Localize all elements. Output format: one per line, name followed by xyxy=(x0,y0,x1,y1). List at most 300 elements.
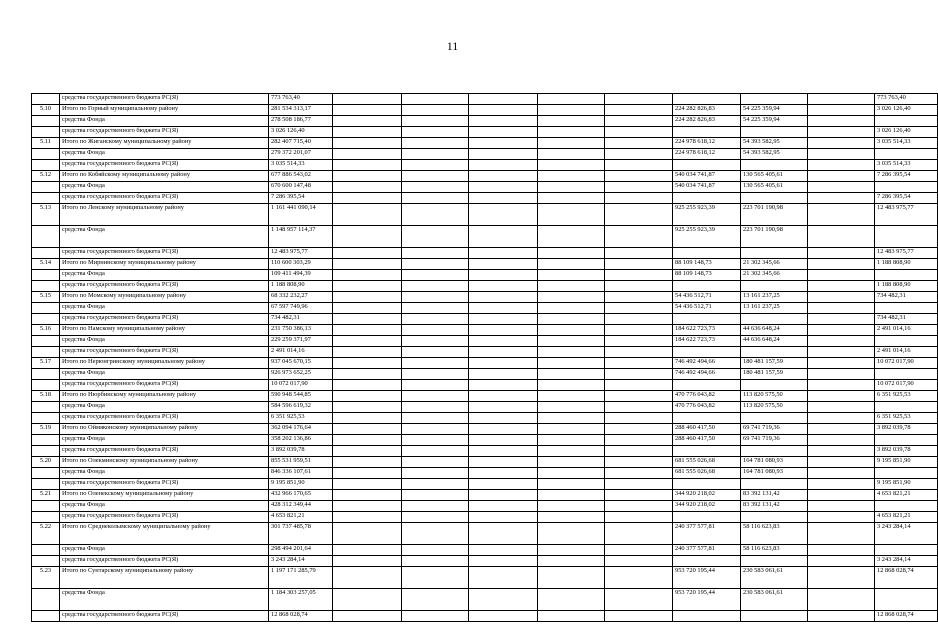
empty-cell xyxy=(333,457,402,468)
empty-cell xyxy=(333,336,402,347)
row-fund-amount: 54 436 512,71 xyxy=(673,292,741,303)
row-name: Итого по Олекминскому муниципальному району xyxy=(60,457,269,468)
row-name: средства государственного бюджета РС(Я) xyxy=(60,248,269,259)
empty-cell xyxy=(333,281,402,292)
row-name: Итого по Сунтарскому муниципальному району xyxy=(60,567,269,589)
empty-cell xyxy=(808,259,875,270)
row-name: Итого по Оленекскому муниципальному району xyxy=(60,490,269,501)
empty-cell xyxy=(605,325,673,336)
empty-cell xyxy=(808,171,875,182)
empty-cell xyxy=(538,336,605,347)
empty-cell xyxy=(333,589,402,611)
empty-cell xyxy=(333,556,402,567)
row-fund-amount: 344 920 218,02 xyxy=(673,490,741,501)
row-total: 1 148 957 114,37 xyxy=(269,226,333,248)
row-name: средства Фонда xyxy=(60,501,269,512)
table-row xyxy=(32,336,938,347)
row-state-budget-amount: 734 482,31 xyxy=(875,292,938,303)
row-cofinance-amount xyxy=(741,127,808,138)
empty-cell xyxy=(538,556,605,567)
row-name: средства Фонда xyxy=(60,116,269,127)
empty-cell xyxy=(402,303,469,314)
row-name: средства государственного бюджета РС(Я) xyxy=(60,556,269,567)
row-state-budget-amount: 10 072 017,90 xyxy=(875,358,938,369)
row-cofinance-amount xyxy=(741,248,808,259)
empty-cell xyxy=(808,347,875,358)
row-fund-amount: 470 776 043,82 xyxy=(673,391,741,402)
empty-cell xyxy=(402,270,469,281)
empty-cell xyxy=(402,523,469,545)
table-row xyxy=(32,270,938,281)
empty-cell xyxy=(333,501,402,512)
row-state-budget-amount: 3 026 126,40 xyxy=(875,127,938,138)
empty-cell xyxy=(538,116,605,127)
row-state-budget-amount: 3 035 514,33 xyxy=(875,160,938,171)
row-total: 1 161 441 090,14 xyxy=(269,204,333,226)
row-state-budget-amount: 1 188 808,90 xyxy=(875,259,938,270)
row-fund-amount xyxy=(673,347,741,358)
empty-cell xyxy=(808,358,875,369)
empty-cell xyxy=(402,589,469,611)
empty-cell xyxy=(808,182,875,193)
empty-cell xyxy=(605,611,673,622)
empty-cell xyxy=(333,402,402,413)
row-cofinance-amount: 164 781 080,93 xyxy=(741,468,808,479)
row-total: 278 508 186,77 xyxy=(269,116,333,127)
row-cofinance-amount: 58 116 623,83 xyxy=(741,545,808,556)
row-cofinance-amount: 230 583 061,61 xyxy=(741,589,808,611)
row-fund-amount: 953 720 195,44 xyxy=(673,567,741,589)
row-state-budget-amount xyxy=(875,270,938,281)
empty-cell xyxy=(538,314,605,325)
row-state-budget-amount: 7 286 395,54 xyxy=(875,193,938,204)
row-number: 5.15 xyxy=(32,292,60,303)
empty-cell xyxy=(605,292,673,303)
empty-cell xyxy=(469,457,538,468)
row-cofinance-amount: 130 565 405,61 xyxy=(741,182,808,193)
empty-cell xyxy=(333,512,402,523)
row-name: средства Фонда xyxy=(60,226,269,248)
empty-cell xyxy=(333,292,402,303)
empty-cell xyxy=(469,259,538,270)
row-state-budget-amount: 9 195 851,90 xyxy=(875,457,938,468)
empty-cell xyxy=(402,336,469,347)
empty-cell xyxy=(538,391,605,402)
table-row xyxy=(32,369,938,380)
empty-cell xyxy=(808,336,875,347)
empty-cell xyxy=(402,413,469,424)
row-name: средства государственного бюджета РС(Я) xyxy=(60,193,269,204)
row-number xyxy=(32,468,60,479)
empty-cell xyxy=(808,160,875,171)
table-row xyxy=(32,435,938,446)
empty-cell xyxy=(402,127,469,138)
empty-cell xyxy=(808,116,875,127)
empty-cell xyxy=(808,226,875,248)
row-name: средства государственного бюджета РС(Я) xyxy=(60,347,269,358)
empty-cell xyxy=(469,446,538,457)
row-fund-amount xyxy=(673,512,741,523)
table-row xyxy=(32,556,938,567)
empty-cell xyxy=(333,138,402,149)
row-fund-amount: 224 282 826,83 xyxy=(673,105,741,116)
empty-cell xyxy=(808,127,875,138)
row-fund-amount xyxy=(673,127,741,138)
row-total: 428 312 349,44 xyxy=(269,501,333,512)
table-row xyxy=(32,94,938,105)
empty-cell xyxy=(605,204,673,226)
empty-cell xyxy=(605,402,673,413)
empty-cell xyxy=(605,116,673,127)
empty-cell xyxy=(538,567,605,589)
empty-cell xyxy=(605,490,673,501)
row-fund-amount: 470 776 043,82 xyxy=(673,402,741,413)
row-fund-amount xyxy=(673,479,741,490)
table-row xyxy=(32,358,938,369)
empty-cell xyxy=(402,567,469,589)
empty-cell xyxy=(402,138,469,149)
row-number: 5.11 xyxy=(32,138,60,149)
empty-cell xyxy=(469,226,538,248)
empty-cell xyxy=(538,149,605,160)
row-cofinance-amount xyxy=(741,314,808,325)
row-fund-amount: 224 282 826,83 xyxy=(673,116,741,127)
empty-cell xyxy=(538,589,605,611)
empty-cell xyxy=(605,248,673,259)
table-row xyxy=(32,226,938,248)
empty-cell xyxy=(538,380,605,391)
row-cofinance-amount xyxy=(741,347,808,358)
empty-cell xyxy=(402,512,469,523)
row-fund-amount: 184 622 723,73 xyxy=(673,336,741,347)
row-state-budget-amount: 3 026 126,40 xyxy=(875,105,938,116)
empty-cell xyxy=(333,204,402,226)
empty-cell xyxy=(538,501,605,512)
empty-cell xyxy=(402,204,469,226)
empty-cell xyxy=(469,303,538,314)
row-state-budget-amount: 10 072 017,90 xyxy=(875,380,938,391)
table-row xyxy=(32,545,938,556)
empty-cell xyxy=(808,314,875,325)
row-total: 3 026 126,40 xyxy=(269,127,333,138)
row-name: средства государственного бюджета РС(Я) xyxy=(60,380,269,391)
empty-cell xyxy=(402,358,469,369)
empty-cell xyxy=(808,380,875,391)
row-fund-amount: 240 377 577,81 xyxy=(673,523,741,545)
row-total: 6 351 925,53 xyxy=(269,413,333,424)
empty-cell xyxy=(808,105,875,116)
empty-cell xyxy=(808,556,875,567)
empty-cell xyxy=(538,171,605,182)
table-row xyxy=(32,611,938,622)
row-total: 67 597 749,96 xyxy=(269,303,333,314)
row-number xyxy=(32,501,60,512)
row-number xyxy=(32,182,60,193)
empty-cell xyxy=(605,193,673,204)
table-row xyxy=(32,248,938,259)
row-name: средства Фонда xyxy=(60,589,269,611)
empty-cell xyxy=(333,127,402,138)
empty-cell xyxy=(402,556,469,567)
empty-cell xyxy=(605,457,673,468)
row-total: 9 195 851,90 xyxy=(269,479,333,490)
row-name: средства государственного бюджета РС(Я) xyxy=(60,127,269,138)
row-name: Итого по Кобяйскому муниципальному району xyxy=(60,171,269,182)
table-row xyxy=(32,204,938,226)
row-total: 677 886 543,02 xyxy=(269,171,333,182)
row-total: 12 868 028,74 xyxy=(269,611,333,622)
empty-cell xyxy=(469,347,538,358)
row-name: средства Фонда xyxy=(60,336,269,347)
row-number xyxy=(32,226,60,248)
empty-cell xyxy=(469,105,538,116)
row-state-budget-amount xyxy=(875,435,938,446)
empty-cell xyxy=(538,281,605,292)
table-row xyxy=(32,490,938,501)
empty-cell xyxy=(469,325,538,336)
empty-cell xyxy=(333,160,402,171)
table-row xyxy=(32,160,938,171)
empty-cell xyxy=(605,589,673,611)
row-fund-amount: 540 034 741,87 xyxy=(673,171,741,182)
row-state-budget-amount: 2 491 014,16 xyxy=(875,347,938,358)
empty-cell xyxy=(402,116,469,127)
empty-cell xyxy=(402,424,469,435)
empty-cell xyxy=(402,149,469,160)
table-row xyxy=(32,567,938,589)
table-row xyxy=(32,281,938,292)
empty-cell xyxy=(469,193,538,204)
empty-cell xyxy=(469,402,538,413)
empty-cell xyxy=(605,303,673,314)
row-number xyxy=(32,127,60,138)
page-number: 11 xyxy=(446,39,459,53)
empty-cell xyxy=(469,160,538,171)
empty-cell xyxy=(808,193,875,204)
row-fund-amount: 288 460 417,50 xyxy=(673,435,741,446)
row-number: 5.10 xyxy=(32,105,60,116)
empty-cell xyxy=(605,567,673,589)
empty-cell xyxy=(402,281,469,292)
row-name: средства государственного бюджета РС(Я) xyxy=(60,281,269,292)
row-number xyxy=(32,446,60,457)
empty-cell xyxy=(538,325,605,336)
empty-cell xyxy=(808,149,875,160)
row-cofinance-amount xyxy=(741,556,808,567)
row-cofinance-amount: 44 636 648,24 xyxy=(741,325,808,336)
row-name: средства Фонда xyxy=(60,435,269,446)
empty-cell xyxy=(538,182,605,193)
empty-cell xyxy=(333,358,402,369)
empty-cell xyxy=(402,182,469,193)
row-cofinance-amount: 83 392 131,42 xyxy=(741,490,808,501)
empty-cell xyxy=(469,292,538,303)
empty-cell xyxy=(402,446,469,457)
table-row xyxy=(32,457,938,468)
row-fund-amount: 288 460 417,50 xyxy=(673,424,741,435)
row-name: средства государственного бюджета РС(Я) xyxy=(60,314,269,325)
row-total: 432 966 170,65 xyxy=(269,490,333,501)
empty-cell xyxy=(333,468,402,479)
row-name: средства государственного бюджета РС(Я) xyxy=(60,512,269,523)
empty-cell xyxy=(333,523,402,545)
empty-cell xyxy=(333,380,402,391)
empty-cell xyxy=(469,468,538,479)
row-total: 1 184 303 257,05 xyxy=(269,589,333,611)
row-number xyxy=(32,413,60,424)
row-state-budget-amount xyxy=(875,369,938,380)
empty-cell xyxy=(469,589,538,611)
empty-cell xyxy=(538,248,605,259)
row-cofinance-amount: 83 392 131,42 xyxy=(741,501,808,512)
row-fund-amount: 540 034 741,87 xyxy=(673,182,741,193)
row-name: средства Фонда xyxy=(60,149,269,160)
row-total: 229 259 371,97 xyxy=(269,336,333,347)
row-cofinance-amount: 69 741 719,36 xyxy=(741,424,808,435)
empty-cell xyxy=(538,369,605,380)
row-total: 4 653 821,21 xyxy=(269,512,333,523)
empty-cell xyxy=(402,259,469,270)
row-cofinance-amount: 44 636 648,24 xyxy=(741,336,808,347)
row-number xyxy=(32,303,60,314)
row-state-budget-amount: 3 035 514,33 xyxy=(875,138,938,149)
empty-cell xyxy=(333,193,402,204)
empty-cell xyxy=(333,182,402,193)
empty-cell xyxy=(333,303,402,314)
empty-cell xyxy=(402,292,469,303)
empty-cell xyxy=(333,391,402,402)
empty-cell xyxy=(469,248,538,259)
row-cofinance-amount: 13 161 237,25 xyxy=(741,292,808,303)
empty-cell xyxy=(605,380,673,391)
row-number xyxy=(32,94,60,105)
empty-cell xyxy=(605,369,673,380)
empty-cell xyxy=(333,105,402,116)
table-row xyxy=(32,314,938,325)
row-number xyxy=(32,402,60,413)
row-total: 584 596 619,32 xyxy=(269,402,333,413)
empty-cell xyxy=(538,402,605,413)
empty-cell xyxy=(538,292,605,303)
empty-cell xyxy=(333,325,402,336)
row-fund-amount: 681 555 026,68 xyxy=(673,468,741,479)
row-fund-amount xyxy=(673,611,741,622)
empty-cell xyxy=(469,116,538,127)
empty-cell xyxy=(469,391,538,402)
empty-cell xyxy=(605,347,673,358)
empty-cell xyxy=(333,171,402,182)
empty-cell xyxy=(808,512,875,523)
row-name: Итого по Момскому муниципальному району xyxy=(60,292,269,303)
row-number: 5.22 xyxy=(32,523,60,545)
row-number: 5.18 xyxy=(32,391,60,402)
empty-cell xyxy=(402,314,469,325)
empty-cell xyxy=(538,259,605,270)
table-row xyxy=(32,171,938,182)
empty-cell xyxy=(469,512,538,523)
row-cofinance-amount: 164 781 080,93 xyxy=(741,457,808,468)
empty-cell xyxy=(808,457,875,468)
empty-cell xyxy=(808,501,875,512)
empty-cell xyxy=(469,611,538,622)
row-number: 5.13 xyxy=(32,204,60,226)
empty-cell xyxy=(402,457,469,468)
empty-cell xyxy=(469,358,538,369)
table-row xyxy=(32,193,938,204)
row-name: средства государственного бюджета РС(Я) xyxy=(60,160,269,171)
empty-cell xyxy=(605,479,673,490)
row-fund-amount xyxy=(673,413,741,424)
row-name: Итого по Мирнинскому муниципальному району xyxy=(60,259,269,270)
empty-cell xyxy=(469,149,538,160)
table-row xyxy=(32,127,938,138)
row-state-budget-amount: 734 482,31 xyxy=(875,314,938,325)
row-cofinance-amount: 54 393 582,95 xyxy=(741,138,808,149)
row-number: 5.12 xyxy=(32,171,60,182)
empty-cell xyxy=(808,567,875,589)
row-cofinance-amount xyxy=(741,380,808,391)
empty-cell xyxy=(402,160,469,171)
row-fund-amount xyxy=(673,556,741,567)
row-number xyxy=(32,556,60,567)
table-row xyxy=(32,380,938,391)
empty-cell xyxy=(333,446,402,457)
row-fund-amount xyxy=(673,160,741,171)
empty-cell xyxy=(605,149,673,160)
row-total: 282 407 715,40 xyxy=(269,138,333,149)
row-cofinance-amount: 113 820 575,50 xyxy=(741,391,808,402)
empty-cell xyxy=(538,523,605,545)
row-fund-amount: 953 720 195,44 xyxy=(673,589,741,611)
empty-cell xyxy=(333,314,402,325)
empty-cell xyxy=(538,160,605,171)
row-cofinance-amount: 54 225 359,94 xyxy=(741,105,808,116)
row-number: 5.19 xyxy=(32,424,60,435)
empty-cell xyxy=(469,523,538,545)
empty-cell xyxy=(605,105,673,116)
row-total: 1 197 171 285,79 xyxy=(269,567,333,589)
row-number xyxy=(32,336,60,347)
table-row xyxy=(32,105,938,116)
empty-cell xyxy=(333,611,402,622)
row-cofinance-amount: 54 393 582,95 xyxy=(741,149,808,160)
row-total: 298 494 201,64 xyxy=(269,545,333,556)
empty-cell xyxy=(605,160,673,171)
empty-cell xyxy=(808,468,875,479)
empty-cell xyxy=(605,424,673,435)
empty-cell xyxy=(605,336,673,347)
empty-cell xyxy=(333,424,402,435)
row-state-budget-amount xyxy=(875,589,938,611)
empty-cell xyxy=(402,248,469,259)
row-total: 10 072 017,90 xyxy=(269,380,333,391)
empty-cell xyxy=(808,435,875,446)
empty-cell xyxy=(538,303,605,314)
budget-table xyxy=(31,93,938,622)
row-number: 5.14 xyxy=(32,259,60,270)
row-total: 1 188 808,90 xyxy=(269,281,333,292)
empty-cell xyxy=(333,369,402,380)
empty-cell xyxy=(469,314,538,325)
empty-cell xyxy=(605,501,673,512)
empty-cell xyxy=(538,611,605,622)
empty-cell xyxy=(333,149,402,160)
row-name: средства Фонда xyxy=(60,402,269,413)
row-number xyxy=(32,589,60,611)
empty-cell xyxy=(402,94,469,105)
table-row xyxy=(32,325,938,336)
empty-cell xyxy=(469,490,538,501)
